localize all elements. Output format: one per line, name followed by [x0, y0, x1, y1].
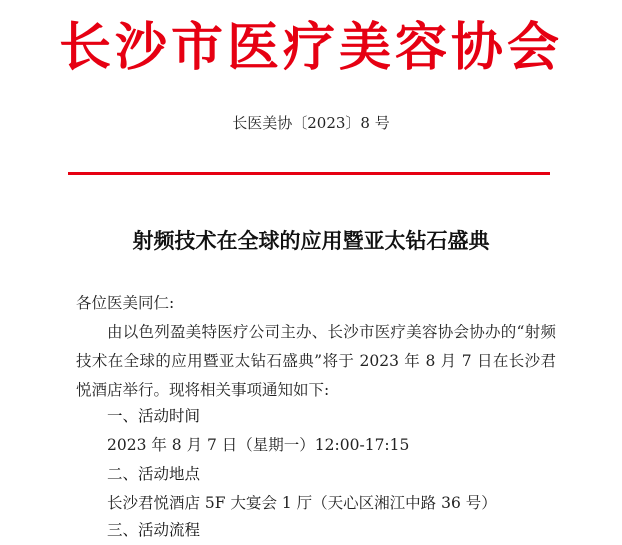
section-content-time: 2023 年 8 月 7 日（星期一）12:00-17:15 — [107, 436, 410, 454]
section-heading-agenda: 三、活动流程 — [107, 521, 201, 539]
intro-paragraph: 由以色列盈美特医疗公司主办、长沙市医疗美容协会协办的“射频技术在全球的应用暨亚太钻石盛典”将于 2023 年 8 月 7 日在长沙君悦酒店举行。现将相关事项通知如下: — [76, 323, 556, 399]
section-content-location: 长沙君悦酒店 5F 大宴会 1 厅（天心区湘江中路 36 号） — [107, 494, 497, 512]
organization-header: 长沙市医疗美容协会 — [58, 17, 563, 78]
section-heading-location: 二、活动地点 — [107, 465, 201, 483]
document-title: 射频技术在全球的应用暨亚太钻石盛典 — [132, 229, 490, 253]
document-number: 长医美协〔2023〕8 号 — [232, 114, 390, 132]
red-divider-line — [68, 172, 550, 175]
salutation: 各位医美同仁: — [76, 294, 175, 312]
section-heading-time: 一、活动时间 — [107, 407, 201, 425]
